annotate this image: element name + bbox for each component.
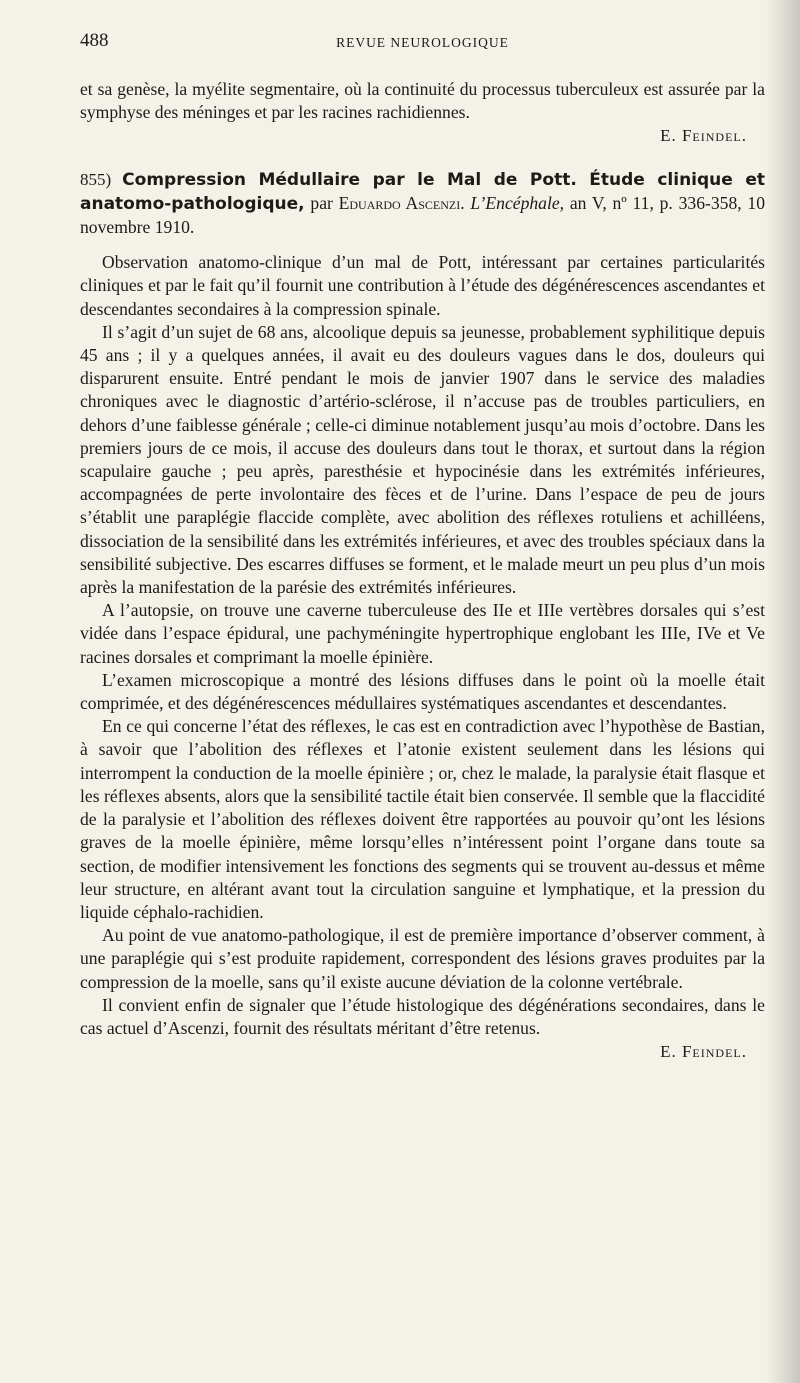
article-citation: an V, nº 11, p. 336-358, 10 novembre 1910.	[80, 192, 765, 238]
paragraph-2: Il s’agit d’un sujet de 68 ans, alcoolique depuis sa jeunesse, probablement syphilitique depuis 45 ans ; il y a quelques années, il avait eu des douleurs vagues dans le dos, douleurs qui disparurent ensuite. Entré pendant le mois de janvier 1907 dans le service des maladies chroniques avec le diagnostic d’artério-sclérose, il n’accuse pas de troubles particuliers, en dehors d’une faiblesse générale ; celle-ci diminue notablement jusqu’au mois d’octobre. Dans les premiers jours de ce mois, il accuse des douleurs dans tout le thorax, et surtout dans la région scapulaire gauche ; peu après, paresthésie et hypocinésie dans les extrémités inférieures, accompagnées de perte involontaire des fèces et de l’urine. Dans l’espace de peu de jours s’établit une paraplégie flaccide complète, avec abolition des réflexes rotuliens et achilléens, dissociation de la sensibilité dans les extrémités inférieures, et avec des troubles spéciaux dans la sensibilité subjective. Des escarres diffuses se forment, et le malade meurt un peu plus d’un mois après la manifestation de la parésie des extrémités inférieures.	[80, 321, 765, 598]
article-author: Eduardo Ascenzi.	[338, 192, 465, 213]
paragraph-4: L’examen microscopique a montré des lésions diffuses dans le point où la moelle était comprimée, et des dégénérescences médullaires systématiques ascendantes et descendantes.	[80, 669, 765, 714]
article-body	[80, 251, 765, 1040]
byline-par: par	[304, 192, 339, 213]
article-heading	[80, 168, 765, 240]
page-edge-shadow	[766, 0, 800, 1383]
paragraph-5: En ce qui concerne l’état des réflexes, le cas est en contradiction avec l’hypothèse de Bastian, à savoir que l’abolition des réflexes et l’atonie existent seulement dans les lésions qui interrompent la conduction de la moelle épinière ; or, chez le malade, la paralysie était flasque et les réflexes absents, alors que la sensibilité tactile était bien conservée. Il semble que la flaccidité de la paralysie et l’abolition des réflexes doivent être rapportées au pouvoir qu’ont les lésions graves de la moelle épinière, même lorsqu’elles n’intéressent point l’organe dans toute sa section, de modifier intensivement les fonctions des segments qui se trouvent au-dessus et même leur structure, en altérant avant tout la circulation sanguine et lymphatique, et la pression du liquide céphalo-rachidien.	[80, 716, 765, 922]
page-content	[80, 30, 765, 1063]
running-head	[80, 30, 765, 56]
prev-article-text: et sa genèse, la myélite segmentaire, où la continuité du processus tuberculeux est assurée par la symphyse des méninges et par les racines rachidiennes.	[80, 79, 765, 123]
paragraph-6: Au point de vue anatomo-pathologique, il est de première importance d’observer comment, à une paraplégie qui s’est produite rapidement, correspondent des lésions graves produites par la compression de la moelle, sans qu’il existe aucune déviation de la colonne vertébrale.	[80, 925, 765, 992]
article-signature: E. Feindel.	[660, 1042, 747, 1062]
paragraph-3: A l’autopsie, on trouve une caverne tuberculeuse des IIe et IIIe vertèbres dorsales qui s’est vidée dans l’espace épidural, une pachyméningite hypertrophique englobant les IIIe, IVe et Ve racines dorsales et comprimant la moelle épinière.	[80, 600, 765, 667]
page-number: 488	[80, 30, 109, 51]
article-journal: L’Encéphale,	[470, 192, 565, 213]
paragraph-7: Il convient enfin de signaler que l’étude histologique des dégénérations secondaires, dans le cas actuel d’Ascenzi, fournit des résultats méritant d’être retenus.	[80, 994, 765, 1038]
article-title: Compression Médullaire par le Mal de Pott. Étude clinique et anatomo-pathologique,	[80, 169, 765, 214]
prev-article-signature: E. Feindel.	[660, 126, 747, 146]
journal-title: REVUE NEUROLOGIQUE	[336, 35, 509, 50]
article-number: 855)	[80, 169, 112, 189]
paragraph-1: Observation anatomo-clinique d’un mal de Pott, intéressant par certaines particularités cliniques et par le fait qu’il fournit une contribution à l’étude des dégénérescences ascendantes et descendantes secondaires à la compression spinale.	[80, 252, 765, 319]
